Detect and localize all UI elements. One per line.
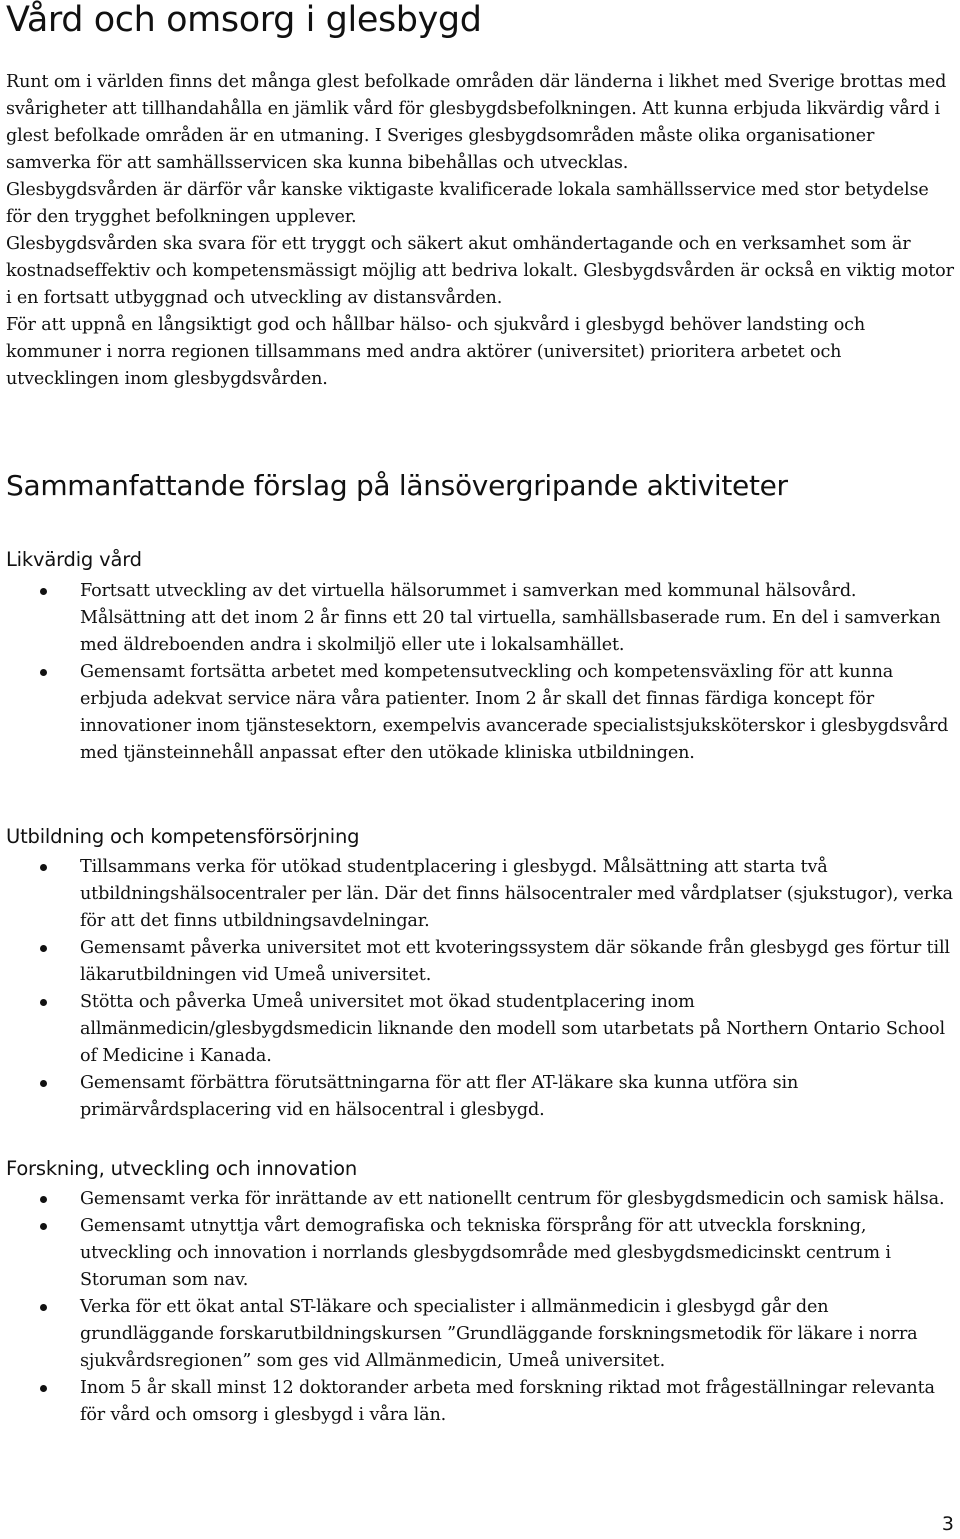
list-item — [6, 1294, 958, 1375]
list-item — [6, 935, 958, 989]
list-item — [6, 854, 958, 935]
list-item-text: Gemensamt verka för inrättande av ett nationellt centrum för glesbygdsmedicin och samisk hälsa. — [80, 1189, 945, 1209]
intro-paragraph: Runt om i världen finns det många glest befolkade områden där länderna i likhet med Sverige brottas med svårigheter att tillhandahålla en jämlik vård för glesbygdsbefolkningen. Att kunna erbjuda likvärdig vård i glest befolkade områden är en utmaning. I Sveriges glesbygdsområden måste olika organisationer samverka för att samhällsservicen ska kunna bibehållas och utvecklas. — [6, 72, 947, 173]
list-item-text: Fortsatt utveckling av det virtuella hälsorummet i samverkan med kommunal hälsovård. Målsättning att det inom 2 år finns ett 20 tal virtuella, samhällsbaserade rum. En del i samverkan med äldreboenden andra i skolmiljö eller ute i lokalsamhället. — [80, 581, 941, 655]
bullet-icon — [40, 1080, 47, 1087]
bullet-icon — [40, 1196, 47, 1203]
list-item — [6, 578, 958, 659]
list-item-text: Inom 5 år skall minst 12 doktorander arbeta med forskning riktad mot frågeställningar relevanta för vård och omsorg i glesbygd i våra län. — [80, 1378, 935, 1425]
bullet-icon — [40, 588, 47, 595]
list-item-text: Verka för ett ökat antal ST-läkare och specialister i allmänmedicin i glesbygd går den grundläggande forskarutbildningskursen ”Grundläggande forskningsmetodik för läkare i norra sjukvårdsregionen” som ges vid Allmänmedicin, Umeå universitet. — [80, 1297, 918, 1371]
list-item-text: Gemensamt påverka universitet mot ett kvoteringssystem där sökande från glesbygd ges förtur till läkarutbildningen vid Umeå universitet. — [80, 938, 950, 985]
bullet-icon — [40, 1385, 47, 1392]
bullet-list-forskning — [6, 1186, 958, 1429]
list-item-text: Gemensamt utnyttja vårt demografiska och tekniska försprång för att utveckla forskning, utveckling och innovation i norrlands glesbygdsområde med glesbygdsmedicinskt centrum i Storuman som nav. — [80, 1216, 891, 1290]
list-item — [6, 1375, 958, 1429]
bullet-list-utbildning — [6, 854, 958, 1124]
page-title: Vård och omsorg i glesbygd — [6, 0, 482, 40]
page-number: 3 — [941, 1513, 954, 1535]
intro-text — [6, 69, 954, 393]
list-item — [6, 989, 958, 1070]
intro-paragraph: För att uppnå en långsiktigt god och hållbar hälso- och sjukvård i glesbygd behöver landsting och kommuner i norra regionen tillsammans med andra aktörer (universitet) prioritera arbetet och utvecklingen inom glesbygdsvården. — [6, 315, 866, 389]
summary-heading: Sammanfattande förslag på länsövergripande aktiviteter — [6, 469, 788, 502]
list-item-text: Gemensamt fortsätta arbetet med kompetensutveckling och kompetensväxling för att kunna erbjuda adekvat service nära våra patienter. Inom 2 år skall det finnas färdiga koncept för innovationer inom tjänstesektorn, exempelvis avancerade specialistsjuksköterskor i glesbygdsvård med tjänsteinnehåll anpassat efter den utökade kliniska utbildningen. — [80, 662, 949, 763]
list-item — [6, 1070, 958, 1124]
bullet-icon — [40, 1304, 47, 1311]
bullet-list-likvardig-vard — [6, 578, 958, 767]
section-heading-likvardig-vard: Likvärdig vård — [6, 548, 142, 571]
bullet-icon — [40, 1223, 47, 1230]
bullet-icon — [40, 864, 47, 871]
bullet-icon — [40, 945, 47, 952]
section-heading-utbildning: Utbildning och kompetensförsörjning — [6, 825, 360, 848]
list-item — [6, 1186, 958, 1213]
section-heading-forskning: Forskning, utveckling och innovation — [6, 1157, 358, 1180]
bullet-icon — [40, 999, 47, 1006]
list-item-text: Tillsammans verka för utökad studentplacering i glesbygd. Målsättning att starta två utbildningshälsocentraler per län. Där det finns hälsocentraler med vårdplatser (sjukstugor), verka för att det finns utbildningsavdelningar. — [80, 857, 953, 931]
bullet-icon — [40, 669, 47, 676]
list-item-text: Stötta och påverka Umeå universitet mot ökad studentplacering inom allmänmedicin/glesbygdsmedicin liknande den modell som utarbetats på Northern Ontario School of Medicine i Kanada. — [80, 992, 945, 1066]
intro-paragraph: Glesbygdsvården ska svara för ett tryggt och säkert akut omhändertagande och en verksamhet som är kostnadseffektiv och kompetensmässigt möjlig att bedriva lokalt. Glesbygdsvården är också en viktig motor i en fortsatt utbyggnad och utveckling av distansvården. — [6, 234, 954, 308]
list-item-text: Gemensamt förbättra förutsättningarna för att fler AT-läkare ska kunna utföra sin primärvårdsplacering vid en hälsocentral i glesbygd. — [80, 1073, 799, 1120]
intro-paragraph: Glesbygdsvården är därför vår kanske viktigaste kvalificerade lokala samhällsservice med stor betydelse för den trygghet befolkningen upplever. — [6, 180, 929, 227]
list-item — [6, 659, 958, 767]
list-item — [6, 1213, 958, 1294]
